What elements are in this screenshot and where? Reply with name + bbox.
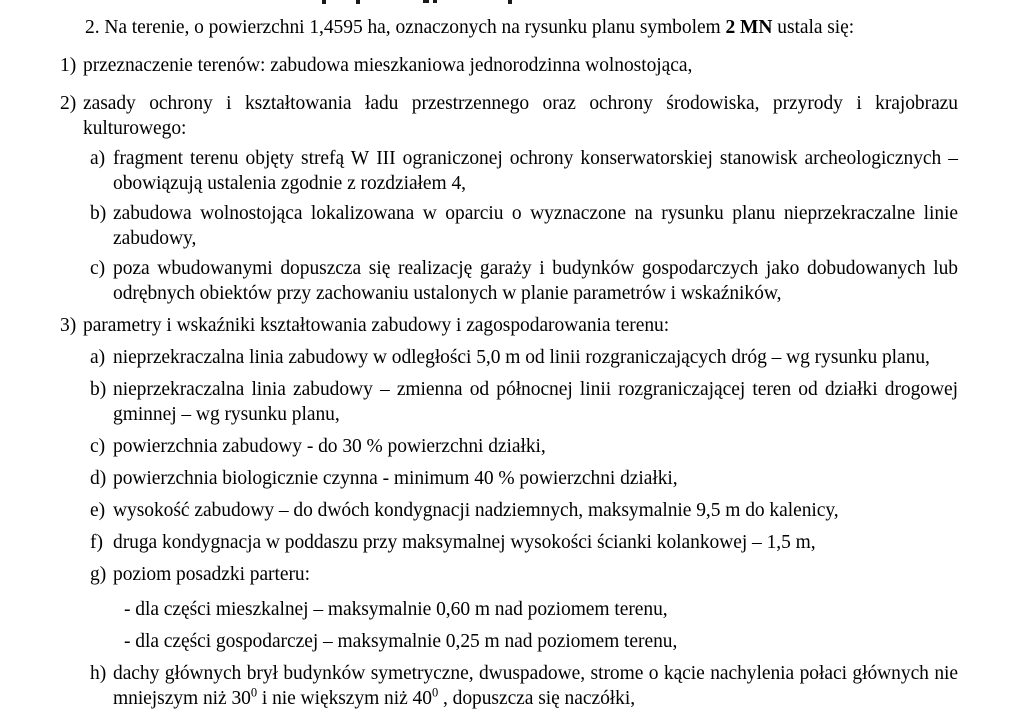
superscript-zero: 0 bbox=[250, 685, 258, 700]
clipped-text-fragment bbox=[322, 0, 326, 4]
sub-item-2a-line-2: obowiązują ustalenia zgodnie z rozdziałem 4, bbox=[113, 173, 466, 194]
sub-item-3c bbox=[0, 434, 1024, 459]
roof-angle-text-1: mniejszym niż 30 bbox=[113, 688, 251, 709]
sub-item-3f-marker: f) bbox=[90, 532, 103, 553]
clipped-text-fragment bbox=[423, 0, 429, 3]
list-item-3 bbox=[0, 313, 1024, 338]
sub-item-2c-line-1: poza wbudowanymi dopuszcza się realizację garaży i budynków gospodarczych jako dobudowanych lub bbox=[113, 258, 958, 279]
sub-item-3f-line: druga kondygnacja w poddaszu przy maksymalnej wysokości ścianki kolankowej – 1,5 m, bbox=[113, 532, 816, 553]
item-3-marker: 3) bbox=[60, 315, 77, 336]
sub-item-2a-line-1: fragment terenu objęty strefą W III ograniczonej ochrony konserwatorskiej stanowisk archeologicznych – bbox=[113, 148, 958, 169]
list-item-1 bbox=[0, 53, 1024, 78]
sub-item-2b-marker: b) bbox=[90, 203, 107, 224]
sub-item-2b-line-1: zabudowa wolnostojąca lokalizowana w oparciu o wyznaczone na rysunku planu nieprzekraczalne linie bbox=[113, 203, 958, 224]
sub-item-3g-marker: g) bbox=[90, 564, 107, 585]
item-1-line: przeznaczenie terenów: zabudowa mieszkaniowa jednorodzinna wolnostojąca, bbox=[83, 55, 693, 76]
item-2-marker: 2) bbox=[60, 93, 77, 114]
sub-item-3c-line: powierzchnia zabudowy - do 30 % powierzchni działki, bbox=[113, 436, 546, 457]
sub-item-3d-line: powierzchnia biologicznie czynna - minimum 40 % powierzchni działki, bbox=[113, 468, 678, 489]
sub-item-2c-marker: c) bbox=[90, 258, 106, 279]
sub-item-2a bbox=[0, 146, 1024, 196]
roof-angle-text-3: , dopuszcza się naczółki, bbox=[438, 688, 636, 709]
item-3-line: parametry i wskaźniki kształtowania zabudowy i zagospodarowania terenu: bbox=[83, 315, 670, 336]
sub-item-3f bbox=[0, 530, 1024, 555]
sub-item-2c-line-2: odrębnych obiektów przy zachowaniu ustalonych w planie parametrów i wskaźników, bbox=[113, 283, 782, 304]
item-1-marker: 1) bbox=[60, 55, 77, 76]
sub-item-3h-line-1: dachy głównych brył budynków symetryczne, dwuspadowe, strome o kącie nachylenia połaci głównych nie bbox=[113, 663, 958, 684]
sub-item-3b bbox=[0, 377, 1024, 427]
item-2-line-2: kulturowego: bbox=[83, 118, 187, 139]
sub-item-3a-line: nieprzekraczalna linia zabudowy w odległości 5,0 m od linii rozgraniczających dróg – wg rysunku planu, bbox=[113, 347, 930, 368]
sub-item-2a-marker: a) bbox=[90, 148, 106, 169]
intro-text-before: 2. Na terenie, o powierzchni 1,4595 ha, oznaczonych na rysunku planu symbolem bbox=[85, 17, 726, 38]
sub-item-3a bbox=[0, 345, 1024, 370]
sub-item-3b-marker: b) bbox=[90, 379, 107, 400]
dash-item-gospodarcza: - dla części gospodarczej – maksymalnie 0,25 m nad poziomem terenu, bbox=[124, 631, 678, 652]
sub-item-3d bbox=[0, 466, 1024, 491]
item-2-line-1: zasady ochrony i kształtowania ładu przestrzennego oraz ochrony środowiska, przyrody i krajobrazu bbox=[83, 93, 958, 114]
sub-item-3d-marker: d) bbox=[90, 468, 107, 489]
list-item-2 bbox=[0, 91, 1024, 141]
intro-text-after: ustala się: bbox=[772, 17, 855, 38]
clipped-text-fragment bbox=[356, 0, 360, 4]
sub-item-3c-marker: c) bbox=[90, 436, 106, 457]
sub-item-2b-line-2: zabudowy, bbox=[113, 228, 197, 249]
sub-item-3a-marker: a) bbox=[90, 347, 106, 368]
sub-item-3e-marker: e) bbox=[90, 500, 106, 521]
sub-item-2c bbox=[0, 256, 1024, 306]
sub-item-3h bbox=[0, 661, 1024, 711]
sub-item-2b bbox=[0, 201, 1024, 251]
clipped-text-fragment bbox=[433, 0, 437, 3]
dash-item-mieszkalna: - dla części mieszkalnej – maksymalnie 0,60 m nad poziomem terenu, bbox=[124, 599, 668, 620]
sub-item-3h-marker: h) bbox=[90, 663, 107, 684]
sub-item-3h-line-2 bbox=[113, 686, 958, 711]
superscript-zero: 0 bbox=[431, 685, 439, 700]
sub-item-3g-line: poziom posadzki parteru: bbox=[113, 564, 310, 585]
clipped-text-fragment bbox=[508, 0, 512, 4]
sub-item-3b-line-1: nieprzekraczalna linia zabudowy – zmienna od północnej linii rozgraniczającej teren od działki drogowej bbox=[113, 379, 958, 400]
sub-item-3e bbox=[0, 498, 1024, 523]
sub-item-3g bbox=[0, 562, 1024, 587]
roof-angle-text-2: i nie większym niż 40 bbox=[257, 688, 432, 709]
plan-symbol-2mn: 2 MN bbox=[725, 17, 773, 38]
sub-item-3b-line-2: gminnej – wg rysunku planu, bbox=[113, 404, 340, 425]
paragraph-2-intro bbox=[0, 15, 958, 40]
sub-item-3e-line: wysokość zabudowy – do dwóch kondygnacji nadziemnych, maksymalnie 9,5 m do kalenicy, bbox=[113, 500, 839, 521]
